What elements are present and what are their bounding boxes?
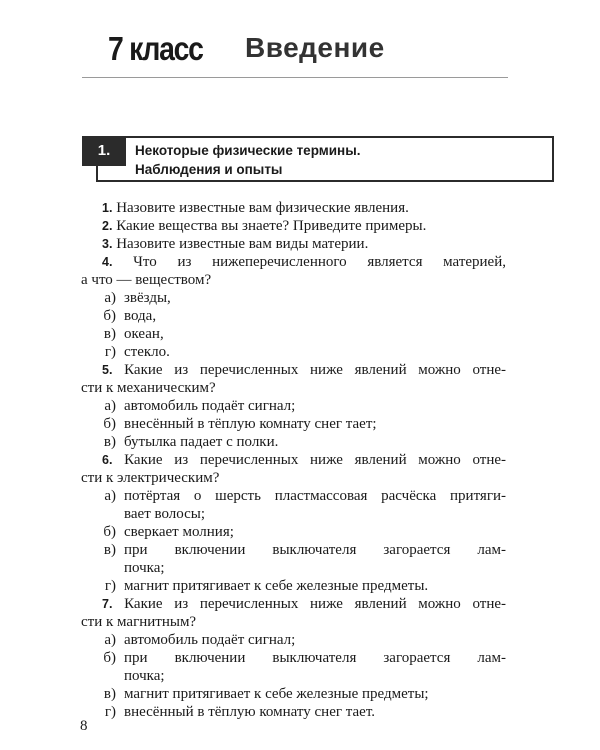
question-number: 6.	[102, 453, 113, 467]
option-text: потёртая о шерсть пластмассовая расчёска притяги-	[124, 488, 506, 504]
option	[81, 343, 506, 361]
option	[81, 703, 506, 721]
option	[81, 433, 506, 451]
question-text: Какие вещества вы знаете? Приведите примеры.	[116, 218, 427, 234]
option-label: а)	[104, 290, 116, 306]
option-label: б)	[103, 416, 116, 432]
option-label: в)	[103, 542, 116, 558]
option-label: б)	[103, 308, 116, 324]
question-number: 1.	[102, 201, 113, 215]
option-text: сверкает молния;	[124, 524, 234, 540]
question-text: Что из нижеперечисленного является материей,	[133, 254, 506, 270]
option-continuation: вает волосы;	[124, 506, 206, 522]
option-text: стекло.	[124, 344, 170, 360]
section-heading	[82, 130, 554, 182]
question-text: Какие из перечисленных ниже явлений можно отне-	[124, 596, 506, 612]
question-1	[81, 199, 506, 217]
option-continuation: почка;	[124, 668, 165, 684]
question-text: Назовите известные вам виды материи.	[116, 236, 369, 252]
option-label: в)	[103, 326, 116, 342]
question-text: Какие из перечисленных ниже явлений можно отне-	[124, 362, 506, 378]
frame-bottom-line	[96, 180, 554, 182]
option-label: б)	[103, 524, 116, 540]
option-text: автомобиль подаёт сигнал;	[124, 398, 296, 414]
option-label: г)	[104, 704, 116, 720]
option-label: г)	[104, 344, 116, 360]
option-text: внесённый в тёплую комнату снег тает;	[124, 416, 377, 432]
option	[81, 307, 506, 325]
option	[81, 685, 506, 703]
chapter-title: Введение	[245, 32, 385, 63]
option	[81, 325, 506, 343]
question-number: 3.	[102, 237, 113, 251]
question-number: 7.	[102, 597, 113, 611]
question-6-line-1	[81, 451, 506, 469]
question-number: 2.	[102, 219, 113, 233]
question-7-line-1	[81, 595, 506, 613]
option-text: магнит притягивает к себе железные предметы;	[124, 686, 429, 702]
option-text: океан,	[124, 326, 164, 342]
option-label: г)	[104, 578, 116, 594]
option-text: бутылка падает с полки.	[124, 434, 279, 450]
option-label: в)	[103, 434, 116, 450]
frame-right-line	[552, 136, 554, 182]
option	[81, 415, 506, 433]
option-text: вода,	[124, 308, 157, 324]
section-title-line-1: Некоторые физические термины.	[135, 143, 361, 158]
option	[81, 289, 506, 307]
frame-top-line	[82, 136, 554, 138]
option	[81, 631, 506, 649]
option-text: при включении выключателя загорается лам-	[124, 650, 506, 666]
option-text: звёзды,	[124, 290, 171, 306]
grade-title: 7 класс	[108, 30, 203, 67]
option-text: при включении выключателя загорается лам-	[124, 542, 506, 558]
option	[81, 577, 506, 595]
question-2	[81, 217, 506, 235]
header-divider	[82, 77, 508, 78]
option	[81, 541, 506, 559]
option-text: автомобиль подаёт сигнал;	[124, 632, 296, 648]
section-title	[135, 141, 360, 179]
question-text: Какие из перечисленных ниже явлений можно отне-	[124, 452, 506, 468]
option-label: в)	[103, 686, 116, 702]
question-5-line-2: сти к механическим?	[81, 380, 216, 396]
section-title-line-2: Наблюдения и опыты	[135, 162, 283, 177]
question-number: 4.	[102, 255, 113, 269]
option	[81, 523, 506, 541]
question-7-line-2: сти к магнитным?	[81, 614, 197, 630]
option-label: б)	[103, 650, 116, 666]
question-text: Назовите известные вам физические явления.	[116, 200, 409, 216]
question-6-line-2: сти к электрическим?	[81, 470, 220, 486]
section-number: 1.	[82, 136, 126, 166]
option	[81, 649, 506, 667]
option-text: внесённый в тёплую комнату снег тает.	[124, 704, 375, 720]
question-4-line-2: а что — веществом?	[81, 272, 212, 288]
option	[81, 397, 506, 415]
question-3	[81, 235, 506, 253]
question-number: 5.	[102, 363, 113, 377]
option	[81, 487, 506, 505]
frame-left-line	[96, 166, 98, 182]
question-4-line-1	[81, 253, 506, 271]
option-label: а)	[104, 488, 116, 504]
option-label: а)	[104, 632, 116, 648]
option-label: а)	[104, 398, 116, 414]
questions-list	[81, 199, 506, 721]
page-number: 8	[80, 718, 88, 734]
question-5-line-1	[81, 361, 506, 379]
option-continuation: почка;	[124, 560, 165, 576]
option-text: магнит притягивает к себе железные предметы.	[124, 578, 429, 594]
